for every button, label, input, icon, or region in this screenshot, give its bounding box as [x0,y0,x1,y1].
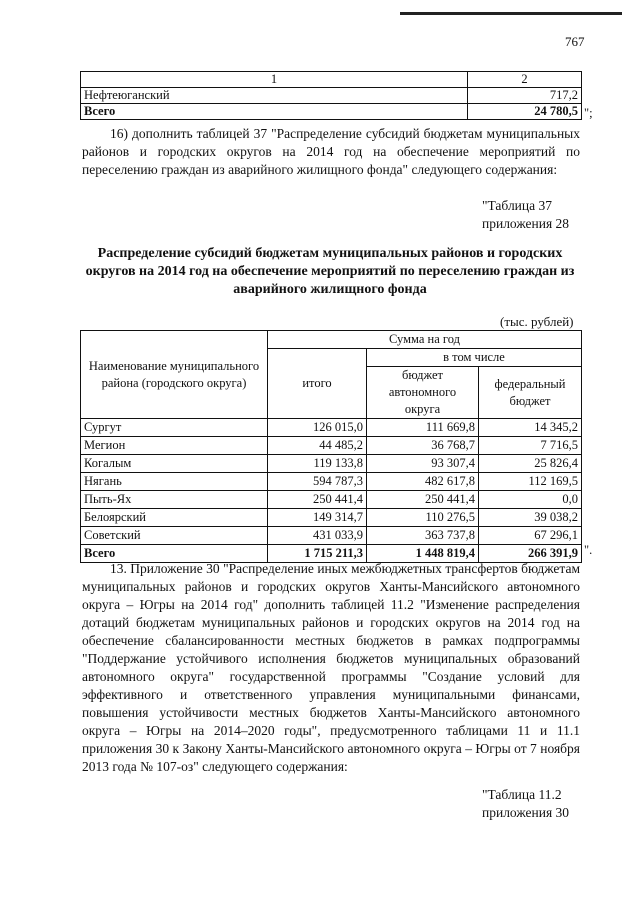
closing-quote: "; [584,106,593,120]
total-total: 1 715 211,3 [268,545,367,563]
header-federal: федеральный бюджет [479,367,582,419]
row-budget: 250 441,4 [367,491,479,509]
row-federal: 7 716,5 [479,437,582,455]
row-value: 717,2 [468,88,582,104]
table-row [81,527,582,545]
table-row [81,437,582,455]
row-total: 119 133,8 [268,455,367,473]
row-name: Когалым [81,455,268,473]
table-row [81,88,582,104]
row-total: 431 033,9 [268,527,367,545]
col-header-2: 2 [468,72,582,88]
table-row [81,473,582,491]
row-name: Нягань [81,473,268,491]
table-ref-line: "Таблица 11.2 [482,787,562,802]
table-ref-line: приложения 30 [482,805,570,820]
total-budget: 1 448 819,4 [367,545,479,563]
table-11-2-reference [482,786,569,822]
row-name: Нефтеюганский [81,88,468,104]
header-including: в том числе [367,349,582,367]
row-name: Советский [81,527,268,545]
previous-table [80,71,582,120]
row-name: Пыть-Ях [81,491,268,509]
row-budget: 93 307,4 [367,455,479,473]
unit-label: (тыс. рублей) [500,314,574,329]
row-federal: 112 169,5 [479,473,582,491]
row-name: Всего [81,104,468,120]
header-name: Наименование муниципального района (городского округа) [81,331,268,419]
row-name: Сургут [81,419,268,437]
row-name: Белоярский [81,509,268,527]
header-sum: Сумма на год [268,331,582,349]
row-federal: 25 826,4 [479,455,582,473]
total-name: Всего [81,545,268,563]
row-total: 594 787,3 [268,473,367,491]
subsidy-table [80,330,582,563]
row-federal: 67 296,1 [479,527,582,545]
page-number: 767 [565,34,585,49]
table-title: Распределение субсидий бюджетам муниципальных районов и городских округов на 2014 год на обеспечение мероприятий по переселению граждан из аварийного жилищного фонда [85,246,575,297]
closing-quote: ". [584,543,593,557]
header-rule [400,12,622,15]
table-row [81,419,582,437]
row-total: 250 441,4 [268,491,367,509]
row-federal: 39 038,2 [479,509,582,527]
table-row [81,491,582,509]
table-row [81,455,582,473]
row-total: 44 485,2 [268,437,367,455]
row-federal: 14 345,2 [479,419,582,437]
col-header-1: 1 [81,72,468,88]
row-total: 149 314,7 [268,509,367,527]
table-37-reference [482,197,569,233]
total-federal: 266 391,9 [479,545,582,563]
row-federal: 0,0 [479,491,582,509]
row-budget: 110 276,5 [367,509,479,527]
table-row [81,104,582,120]
table-ref-line: приложения 28 [482,216,570,231]
row-budget: 363 737,8 [367,527,479,545]
row-total: 126 015,0 [268,419,367,437]
header-budget: бюджет автономного округа [367,367,479,419]
row-name: Мегион [81,437,268,455]
row-budget: 111 669,8 [367,419,479,437]
row-value: 24 780,5 [468,104,582,120]
table-row [81,509,582,527]
paragraph-13: 13. Приложение 30 "Распределение иных межбюджетных трансфертов бюджетам муниципальных районов и городских округов Ханты-Мансийского автономного округа – Югры на 2014 год" дополнить таблицей 11.2 "Изменение распределения дотаций бюджетам муниципальных районов и городских округов на 2014 год на обеспечение сбалансированности местных бюджетов в рамках подпрограммы "Поддержание устойчивого исполнения бюджетов муниципальных образований автономного округа" государственной программы "Создание условий для эффективного и ответственного управления муниципальными финансами, повышения устойчивости местных бюджетов Ханты-Мансийского автономного округа – Югры на 2014–2020 годы", предусмотренного таблицами 11 и 11.1 приложения 30 к Закону Ханты-Мансийского автономного округа – Югры от 7 ноября 2013 года № 107-оз" следующего содержания: [82,561,580,774]
table-ref-line: "Таблица 37 [482,198,552,213]
paragraph-16: 16) дополнить таблицей 37 "Распределение субсидий бюджетам муниципальных районов и городских округов на 2014 год на обеспечение мероприятий по переселению граждан из аварийного жилищного фонда" следующего содержания: [82,126,580,177]
header-total: итого [268,349,367,419]
row-budget: 482 617,8 [367,473,479,491]
row-budget: 36 768,7 [367,437,479,455]
